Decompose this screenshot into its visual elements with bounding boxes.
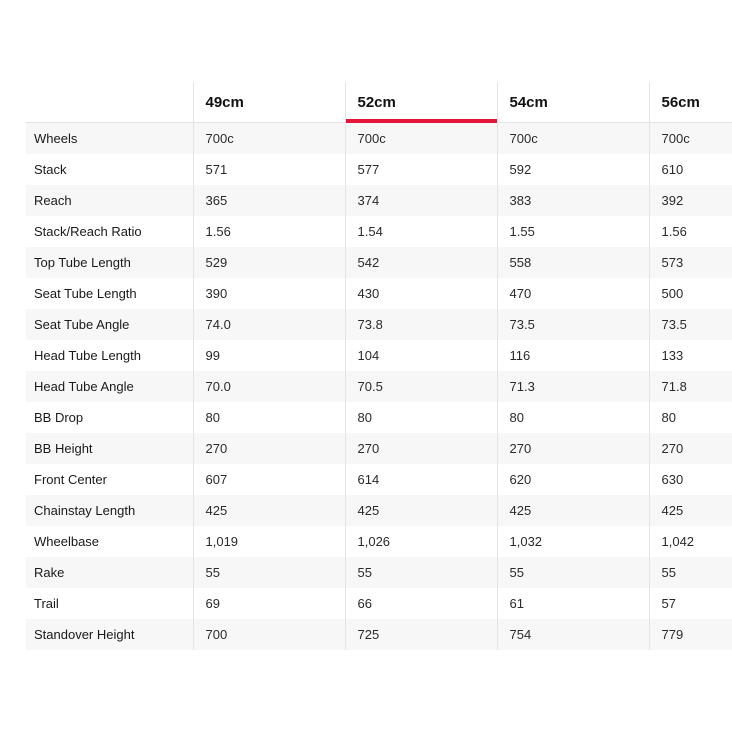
cell-value: 1,042 [649,526,732,557]
cell-value: 558 [497,247,649,278]
cell-value: 270 [193,433,345,464]
table-row-bb-height [26,433,732,464]
cell-value: 70.0 [193,371,345,402]
row-label: Stack/Reach Ratio [26,216,193,247]
table-row-head-tube-angle [26,371,732,402]
cell-value: 55 [345,557,497,588]
cell-value: 592 [497,154,649,185]
cell-value: 1,026 [345,526,497,557]
row-label: Wheels [26,123,193,155]
cell-value: 725 [345,619,497,650]
cell-value: 55 [193,557,345,588]
cell-value: 620 [497,464,649,495]
table-row-stack-reach-ratio [26,216,732,247]
cell-value: 116 [497,340,649,371]
cell-value: 55 [649,557,732,588]
cell-value: 99 [193,340,345,371]
table-row-wheels [26,123,732,155]
cell-value: 383 [497,185,649,216]
cell-value: 270 [497,433,649,464]
cell-value: 430 [345,278,497,309]
size-header-52cm[interactable]: 52cm [345,82,497,123]
cell-value: 70.5 [345,371,497,402]
table-row-wheelbase [26,526,732,557]
cell-value: 1.55 [497,216,649,247]
row-label: Top Tube Length [26,247,193,278]
cell-value: 571 [193,154,345,185]
size-header-row [26,82,732,123]
cell-value: 577 [345,154,497,185]
row-label: Reach [26,185,193,216]
cell-value: 104 [345,340,497,371]
cell-value: 1.54 [345,216,497,247]
cell-value: 610 [649,154,732,185]
cell-value: 425 [497,495,649,526]
cell-value: 71.8 [649,371,732,402]
cell-value: 700c [497,123,649,155]
cell-value: 779 [649,619,732,650]
cell-value: 57 [649,588,732,619]
size-header-49cm[interactable]: 49cm [193,82,345,123]
cell-value: 73.5 [497,309,649,340]
cell-value: 71.3 [497,371,649,402]
size-header-56cm[interactable]: 56cm [649,82,732,123]
cell-value: 425 [345,495,497,526]
table-row-bb-drop [26,402,732,433]
table-row-stack [26,154,732,185]
table-row-top-tube-length [26,247,732,278]
geometry-table [26,82,732,650]
cell-value: 700c [345,123,497,155]
row-label: BB Drop [26,402,193,433]
cell-value: 700 [193,619,345,650]
cell-value: 392 [649,185,732,216]
cell-value: 1.56 [193,216,345,247]
table-row-front-center [26,464,732,495]
cell-value: 425 [193,495,345,526]
row-label: Wheelbase [26,526,193,557]
cell-value: 1,032 [497,526,649,557]
cell-value: 66 [345,588,497,619]
row-label: BB Height [26,433,193,464]
cell-value: 61 [497,588,649,619]
row-label: Rake [26,557,193,588]
cell-value: 700c [193,123,345,155]
cell-value: 614 [345,464,497,495]
cell-value: 73.8 [345,309,497,340]
table-row-reach [26,185,732,216]
table-row-trail [26,588,732,619]
cell-value: 542 [345,247,497,278]
cell-value: 630 [649,464,732,495]
cell-value: 55 [497,557,649,588]
cell-value: 573 [649,247,732,278]
row-label: Head Tube Angle [26,371,193,402]
cell-value: 500 [649,278,732,309]
cell-value: 1,019 [193,526,345,557]
table-row-seat-tube-length [26,278,732,309]
table-row-rake [26,557,732,588]
row-label: Trail [26,588,193,619]
cell-value: 607 [193,464,345,495]
row-label: Seat Tube Length [26,278,193,309]
cell-value: 365 [193,185,345,216]
geometry-table-body [26,123,732,651]
cell-value: 80 [649,402,732,433]
row-label: Head Tube Length [26,340,193,371]
table-row-seat-tube-angle [26,309,732,340]
cell-value: 470 [497,278,649,309]
cell-value: 1.56 [649,216,732,247]
table-row-head-tube-length [26,340,732,371]
cell-value: 390 [193,278,345,309]
cell-value: 69 [193,588,345,619]
row-label: Stack [26,154,193,185]
table-row-standover-height [26,619,732,650]
cell-value: 529 [193,247,345,278]
row-label: Standover Height [26,619,193,650]
cell-value: 425 [649,495,732,526]
cell-value: 270 [345,433,497,464]
cell-value: 270 [649,433,732,464]
cell-value: 80 [345,402,497,433]
cell-value: 133 [649,340,732,371]
cell-value: 80 [497,402,649,433]
cell-value: 73.5 [649,309,732,340]
header-corner-cell [26,82,193,123]
cell-value: 74.0 [193,309,345,340]
row-label: Chainstay Length [26,495,193,526]
table-row-chainstay-length [26,495,732,526]
cell-value: 700c [649,123,732,155]
row-label: Front Center [26,464,193,495]
cell-value: 754 [497,619,649,650]
row-label: Seat Tube Angle [26,309,193,340]
cell-value: 374 [345,185,497,216]
size-header-54cm[interactable]: 54cm [497,82,649,123]
cell-value: 80 [193,402,345,433]
